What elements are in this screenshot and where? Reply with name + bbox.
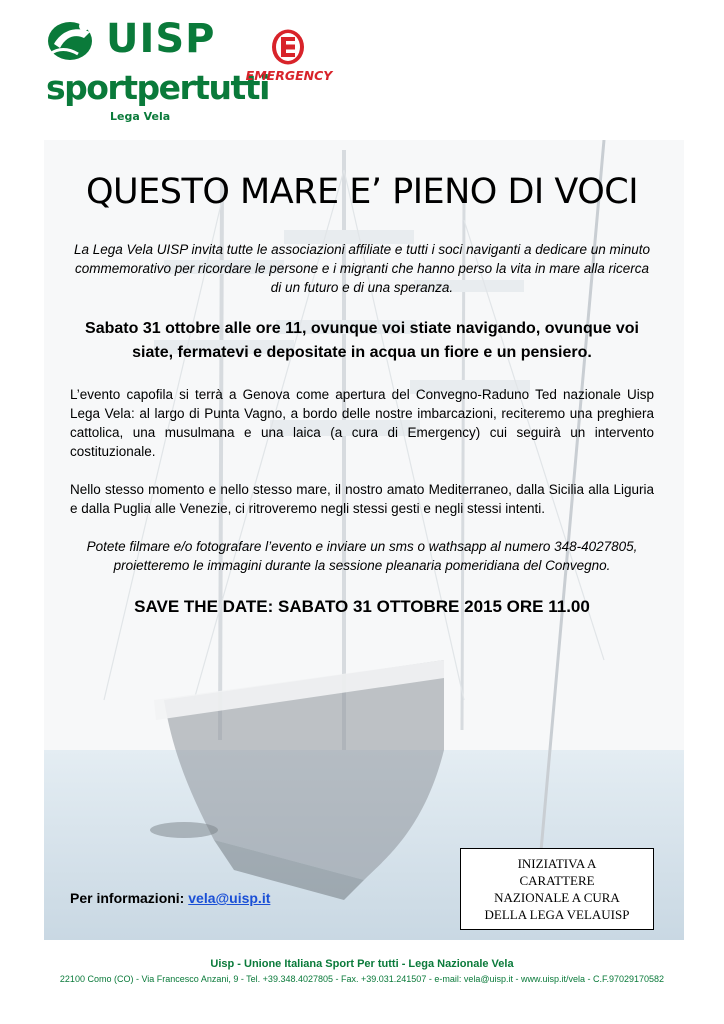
intro-paragraph: La Lega Vela UISP invita tutte le associazioni affiliate e tutti i soci naviganti a dedicare un minuto commemorativo per ricordare le persone e i migranti che hanno perso la vita in mare alla ricerca di un futuro e di una speranza. xyxy=(73,242,651,295)
flyer-content xyxy=(70,170,654,619)
uisp-section-label: Lega Vela xyxy=(110,110,171,123)
info-email-link[interactable]: vela@uisp.it xyxy=(188,890,271,906)
uisp-logo xyxy=(40,12,269,123)
emergency-e-icon xyxy=(270,28,306,66)
mediterranean-paragraph: Nello stesso momento e nello stesso mare, il nostro amato Mediterraneo, dalla Sicilia alla Liguria e dalla Puglia alle Venezie, ci ritroveremo negli stessi gesti e negli stessi intenti. xyxy=(70,482,654,516)
flyer-title: QUESTO MARE E’ PIENO DI VOCI xyxy=(85,172,639,212)
uisp-runner-icon xyxy=(44,14,104,64)
save-the-date-heading: SAVE THE DATE: SABATO 31 OTTOBRE 2015 ORE 11.00 xyxy=(134,597,590,616)
uisp-tagline: sportpertutti xyxy=(46,68,269,107)
info-line xyxy=(70,890,270,906)
footer-contacts: 22100 Como (CO) - Via Francesco Anzani, 9 - Tel. +39.348.4027805 - Fax. +39.031.241507 - e-mail: vela@uisp.it - www.uisp.it/vela - C.F.97029170582 xyxy=(59,974,665,984)
footer-organization: Uisp - Unione Italiana Sport Per tutti - Lega Nazionale Vela xyxy=(210,958,514,970)
initiative-text: INIZIATIVA A CARATTERE NAZIONALE A CURA DELLA LEGA VELAUISP xyxy=(484,856,630,922)
initiative-box xyxy=(460,848,654,930)
emergency-wordmark: EMERGENCY xyxy=(245,68,333,83)
highlight-paragraph: Sabato 31 ottobre alle ore 11, ovunque voi stiate navigando, ovunque voi siate, fermatevi e depositate in acqua un fiore e un pensiero. xyxy=(85,320,639,361)
media-invite-paragraph: Potete filmare e/o fotografare l’evento e inviare un sms o wathsapp al numero 348-4027805, proietteremo le immagini durante la sessione pleanaria pomeridiana del Convegno. xyxy=(86,539,638,573)
info-label: Per informazioni: xyxy=(70,890,185,906)
uisp-wordmark: UISP xyxy=(106,16,216,62)
emergency-logo xyxy=(244,28,334,88)
event-genova-paragraph: L’evento capofila si terrà a Genova come apertura del Convegno-Raduno Ted nazionale Uisp Lega Vela: al largo di Punta Vagno, a bordo delle nostre imbarcazioni, reciteremo una preghiera cattolica, una musulmana e una laica (a cura di Emergency) cui seguirà un intervento costituzionale. xyxy=(70,387,654,459)
